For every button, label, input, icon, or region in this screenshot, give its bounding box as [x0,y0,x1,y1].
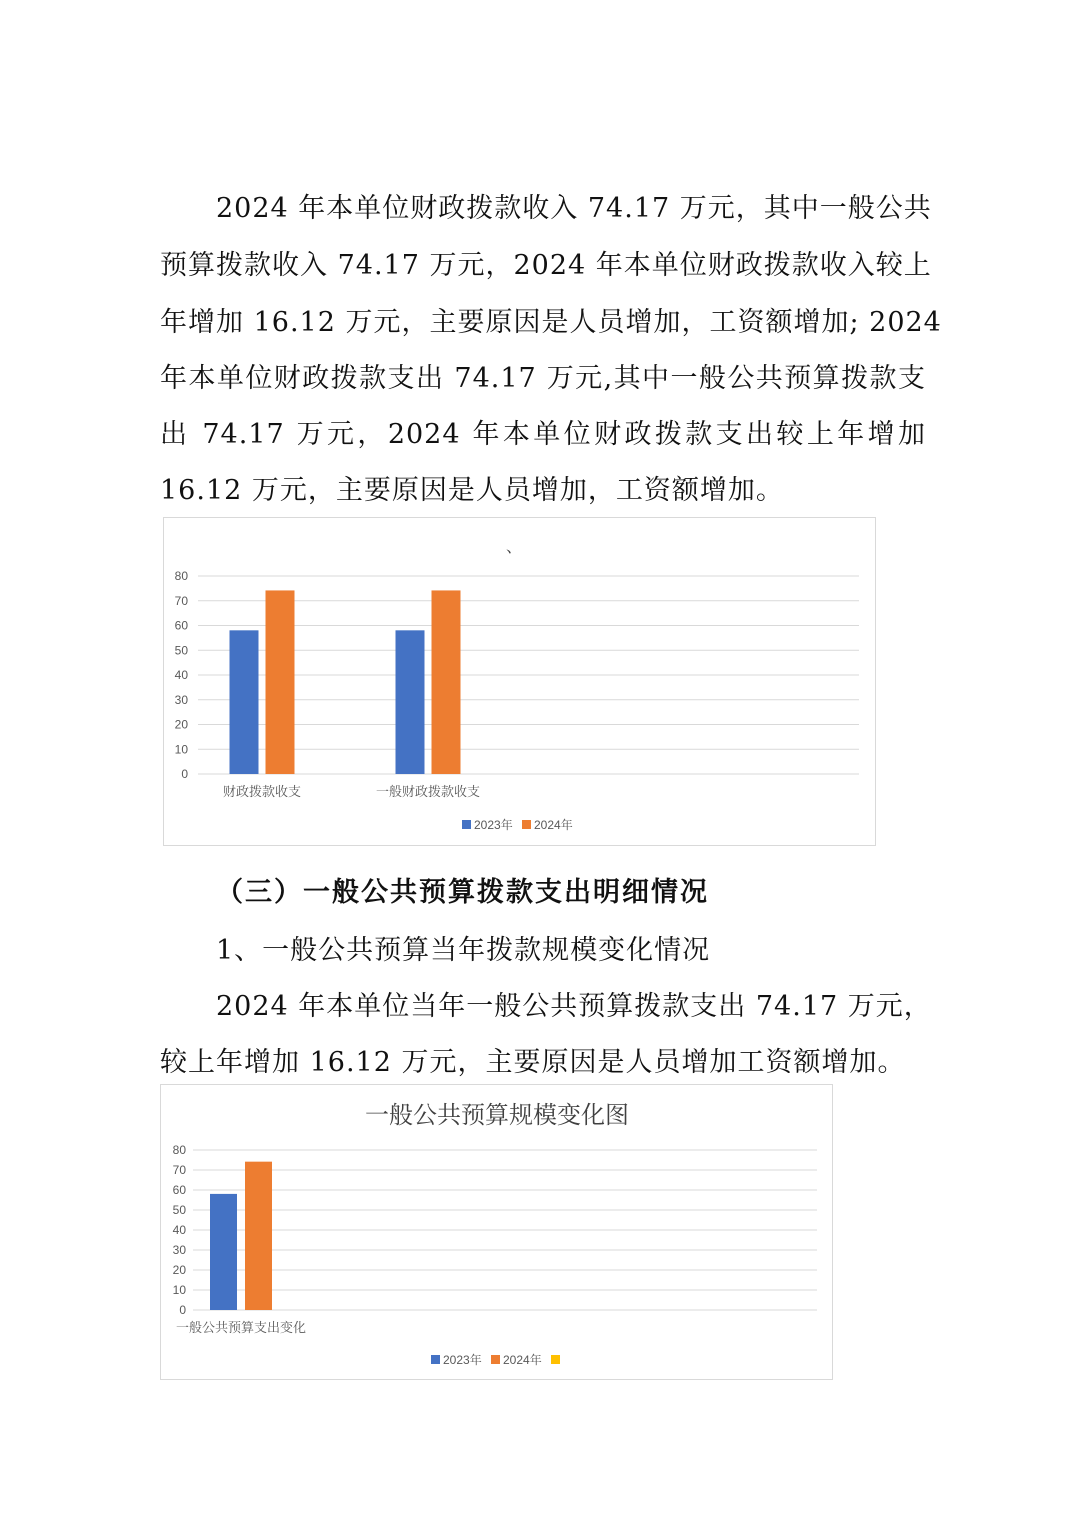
bar-2024年-0 [266,590,295,774]
legend-label: 2023年 [443,1353,482,1367]
y-tick-label: 10 [172,1283,186,1297]
category-label: 一般公共预算支出变化 [175,1320,307,1335]
y-tick-label: 60 [174,618,188,633]
category-label: 一般财政拨款收支 [375,784,481,799]
legend-label: 2023年 [474,818,513,832]
bar-2023年-1 [396,630,425,774]
chart-2-svg [161,1085,832,1379]
y-tick-label: 70 [172,1163,186,1177]
category-label: 财政拨款收支 [222,784,302,799]
y-tick-label: 30 [172,1243,186,1257]
legend-swatch [431,1355,440,1364]
y-tick-label: 10 [174,742,188,757]
section3-line-1: 2024 年本单位当年一般公共预算拨款支出 74.17 万元， [216,991,932,1022]
legend-swatch [462,820,471,829]
y-tick-label: 40 [174,668,188,682]
section-heading: （三）一般公共预算拨款支出明细情况 [216,877,709,908]
bar-2024年-0 [245,1162,272,1310]
y-tick-label: 40 [172,1223,186,1237]
y-tick-label: 70 [174,593,188,608]
legend-label: 2024年 [503,1353,542,1367]
y-tick-label: 50 [172,1203,186,1217]
legend-swatch [551,1355,560,1364]
y-tick-label: 30 [174,692,188,707]
legend-swatch [522,820,531,829]
paragraph1-line-2: 预算拨款收入 74.17 万元，2024 年本单位财政拨款收入较上 [160,250,932,281]
y-tick-label: 0 [181,767,188,781]
paragraph1-line-1: 2024 年本单位财政拨款收入 74.17 万元，其中一般公共 [216,193,932,224]
bar-2023年-0 [230,630,259,774]
paragraph1-line-3: 年增加 16.12 万元，主要原因是人员增加，工资额增加; 2024 [160,307,942,338]
paragraph1-line-5: 出 74.17 万元，2024 年本单位财政拨款支出较上年增加 [160,419,926,450]
bar-2023年-0 [210,1194,237,1310]
y-tick-label: 50 [174,643,188,658]
section-subheading: 1、一般公共预算当年拨款规模变化情况 [216,935,711,966]
y-tick-label: 80 [174,569,188,583]
section3-line-2: 较上年增加 16.12 万元，主要原因是人员增加工资额增加。 [160,1047,906,1078]
y-tick-label: 60 [172,1183,186,1197]
legend-label: 2024年 [534,818,573,832]
y-tick-label: 20 [174,717,188,732]
paragraph1-line-6: 16.12 万元，主要原因是人员增加，工资额增加。 [160,475,784,506]
bar-2024年-1 [432,590,461,774]
paragraph1-line-4: 年本单位财政拨款支出 74.17 万元,其中一般公共预算拨款支 [160,363,926,394]
chart-1 [163,517,876,846]
y-tick-label: 80 [172,1143,186,1157]
legend-swatch [491,1355,500,1364]
y-tick-label: 0 [179,1303,186,1317]
chart-title: 、 [505,539,523,556]
chart-2 [160,1084,833,1380]
y-tick-label: 20 [172,1263,186,1277]
chart-title: 一般公共预算规模变化图 [365,1102,629,1129]
chart-1-svg [164,518,875,845]
